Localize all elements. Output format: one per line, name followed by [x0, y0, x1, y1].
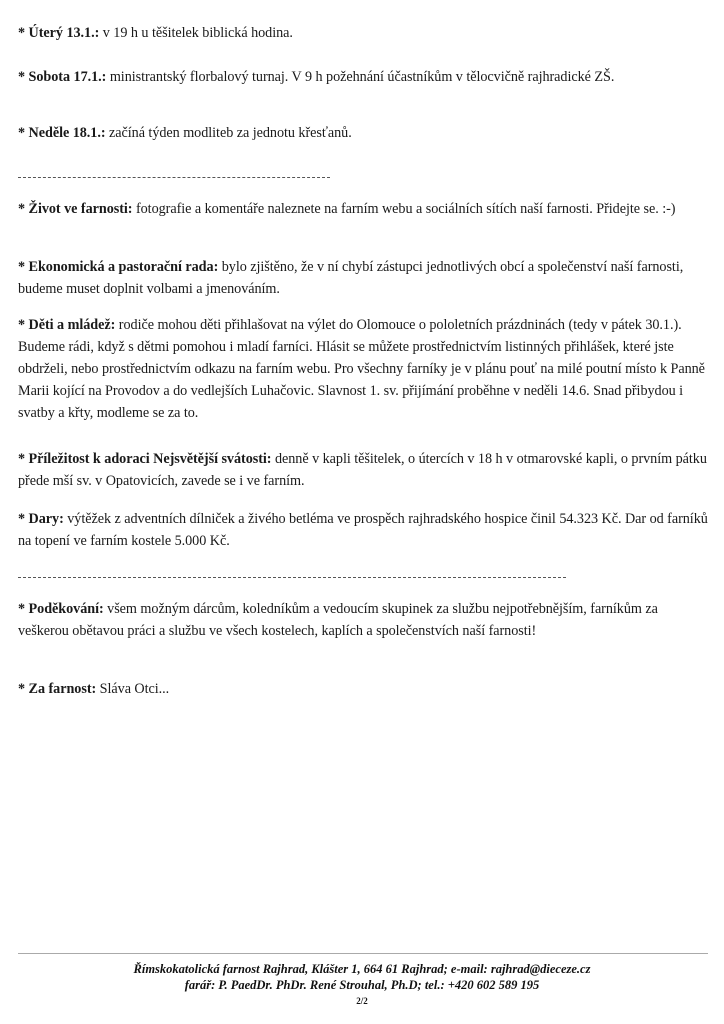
- item-utery: [18, 22, 710, 44]
- item-deti: [18, 314, 710, 424]
- item-text: rodiče mohou děti přihlašovat na výlet do Olomouce o pololetních prázdninách (tedy v pátek 30.1.). Budeme rádi, když s dětmi pomohou i mladí farníci. Hlásit se můžete prostřednictvím listinných přihlášek, které jste obdrželi, nebo prostřednictvím odkazu na farním webu. Pro všechny farníky je v plánu pouť na milé poutní místo k Panně Marii kojící na Provodov a do vedlejších Luhačovic. Slavnost 1. sv. přijímání proběhne v neděli 14.6. Snad přibydou i svatby a křty, modleme se za to.: [18, 317, 705, 421]
- item-text: všem možným dárcům, koledníkům a vedoucím skupinek za službu nejpotřebnějším, farníkům za veškerou obětavou práci a službu ve všech kostelech, kaplích a společenstvích naší farnosti!: [18, 601, 658, 639]
- item-rada: [18, 256, 710, 300]
- item-text: denně v kapli těšitelek, o útercích v 18 h v otmarovské kapli, o prvním pátku přede mší sv. v Opatovicích, zavede se i ve farním.: [18, 451, 707, 489]
- item-label: * Neděle 18.1.:: [18, 125, 106, 141]
- item-text: ministrantský florbalový turnaj. V 9 h požehnání účastníkům v tělocvičně rajhradické ZŠ.: [106, 69, 615, 85]
- item-text: začíná týden modliteb za jednotu křesťanů.: [105, 125, 352, 141]
- item-label: * Za farnost:: [18, 681, 97, 697]
- item-text: výtěžek z adventních dílniček a živého betléma ve prospěch rajhradského hospice činil 54.323 Kč. Dar od farníků na topení ve farním kostele 5.000 Kč.: [18, 511, 708, 549]
- item-adorace: [18, 448, 710, 492]
- footer-pastor: farář: P. PaedDr. PhDr. René Strouhal, Ph.D; tel.: +420 602 589 195: [184, 978, 540, 992]
- item-sobota: [18, 66, 710, 88]
- item-label: * Úterý 13.1.:: [18, 25, 100, 41]
- item-text: bylo zjištěno, že v ní chybí zástupci jednotlivých obcí a společenství naší farnosti, budeme muset doplnit volbami a jmenováním.: [18, 259, 684, 297]
- item-label: * Příležitost k adoraci Nejsvětější svátosti:: [18, 451, 272, 467]
- footer-rule: [18, 953, 708, 954]
- item-text: v 19 h u těšitelek biblická hodina.: [99, 25, 293, 41]
- separator-long: [18, 577, 566, 578]
- item-text: fotografie a komentáře naleznete na farním webu a sociálních sítích naší farnosti. Přidejte se. :-): [132, 201, 676, 217]
- item-label: * Život ve farnosti:: [18, 201, 133, 217]
- separator-short: [18, 177, 330, 178]
- item-podekovani: [18, 598, 710, 642]
- footer-address: Římskokatolická farnost Rajhrad, Klášter 1, 664 61 Rajhrad; e-mail: rajhrad@dieceze.cz: [133, 962, 591, 976]
- item-label: * Poděkování:: [18, 601, 104, 617]
- page-number: 2/2: [356, 996, 368, 1006]
- item-label: * Sobota 17.1.:: [18, 69, 107, 85]
- item-label: * Děti a mládež:: [18, 317, 116, 333]
- item-za-farnost: [18, 678, 710, 700]
- item-dary: [18, 508, 710, 552]
- item-label: * Ekonomická a pastorační rada:: [18, 259, 219, 275]
- item-text: Sláva Otci...: [96, 681, 170, 697]
- item-nedele: [18, 122, 710, 144]
- item-label: * Dary:: [18, 511, 64, 527]
- item-zivot: [18, 198, 710, 220]
